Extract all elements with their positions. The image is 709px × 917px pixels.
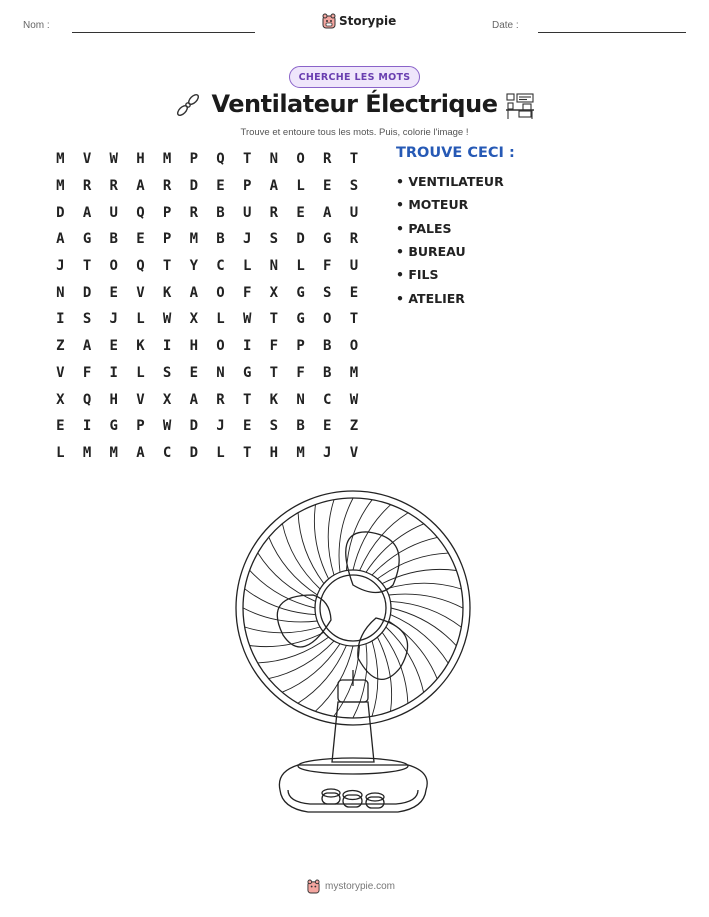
- grid-letter[interactable]: P: [189, 151, 198, 168]
- grid-letter[interactable]: L: [216, 311, 225, 328]
- name-line: [72, 32, 255, 33]
- fan-grille-spoke: [366, 524, 424, 573]
- grid-letter[interactable]: I: [242, 338, 252, 355]
- grid-letter[interactable]: N: [296, 391, 305, 408]
- grid-letter[interactable]: G: [242, 364, 252, 381]
- fan-grille-spoke: [282, 524, 320, 589]
- grid-letter[interactable]: V: [136, 391, 145, 408]
- grid-letter[interactable]: E: [56, 418, 65, 435]
- fan-grille-spoke: [298, 645, 347, 703]
- grid-letter[interactable]: G: [296, 284, 305, 301]
- grid-letter[interactable]: I: [162, 338, 172, 355]
- grid-letter[interactable]: X: [269, 284, 279, 301]
- grid-letter[interactable]: E: [242, 418, 252, 435]
- grid-letter[interactable]: G: [296, 311, 305, 328]
- grid-letter[interactable]: H: [269, 444, 279, 461]
- grid-letter[interactable]: S: [269, 231, 279, 248]
- grid-letter[interactable]: B: [109, 231, 118, 248]
- grid-letter[interactable]: U: [349, 258, 359, 275]
- grid-letter[interactable]: E: [189, 364, 198, 381]
- grid-letter[interactable]: I: [109, 364, 118, 381]
- grid-letter[interactable]: M: [162, 151, 172, 168]
- grid-letter[interactable]: K: [162, 284, 172, 301]
- grid-letter[interactable]: R: [349, 231, 359, 248]
- grid-letter[interactable]: Q: [82, 391, 92, 408]
- grid-letter[interactable]: T: [269, 364, 279, 381]
- fan-grille-spoke: [382, 632, 408, 703]
- fan-grille-spoke: [282, 644, 340, 693]
- grid-letter[interactable]: O: [296, 151, 305, 168]
- grid-letter[interactable]: A: [82, 204, 92, 221]
- fan-grille-spoke: [360, 513, 409, 571]
- grid-letter[interactable]: O: [323, 311, 332, 328]
- activity-badge: CHERCHE LES MOTS: [289, 66, 420, 88]
- fan-grille-spoke: [346, 500, 372, 571]
- grid-letter[interactable]: E: [349, 284, 359, 301]
- footer-url: mystorypie.com: [325, 881, 396, 892]
- grid-letter[interactable]: U: [109, 204, 118, 221]
- fan-grille-spoke: [389, 594, 463, 608]
- grid-letter[interactable]: M: [349, 364, 359, 381]
- grid-letter[interactable]: M: [189, 231, 198, 248]
- grid-letter[interactable]: M: [296, 444, 305, 461]
- grid-letter[interactable]: V: [82, 151, 92, 168]
- grid-letter[interactable]: T: [242, 391, 252, 408]
- grid-letter[interactable]: J: [109, 311, 118, 328]
- grid-letter[interactable]: N: [269, 151, 279, 168]
- grid-letter[interactable]: A: [269, 178, 279, 195]
- grid-letter[interactable]: Y: [189, 258, 198, 275]
- grid-letter[interactable]: I: [82, 418, 92, 435]
- date-label: Date :: [492, 20, 519, 31]
- grid-letter[interactable]: N: [56, 284, 65, 301]
- grid-letter[interactable]: K: [136, 338, 145, 355]
- grid-letter[interactable]: M: [82, 444, 92, 461]
- grid-letter[interactable]: O: [216, 338, 225, 355]
- grid-letter[interactable]: J: [323, 444, 332, 461]
- storypie-logo-icon: [322, 13, 336, 29]
- grid-letter[interactable]: Z: [56, 338, 65, 355]
- grid-letter[interactable]: F: [323, 258, 332, 275]
- word-list-title: TROUVE CECI :: [396, 145, 515, 161]
- grid-letter[interactable]: N: [216, 364, 225, 381]
- grid-letter[interactable]: H: [109, 391, 118, 408]
- grid-letter[interactable]: L: [136, 364, 145, 381]
- grid-letter[interactable]: D: [296, 231, 305, 248]
- grid-letter[interactable]: E: [296, 204, 305, 221]
- grid-letter[interactable]: B: [323, 364, 332, 381]
- instructions: Trouve et entoure tous les mots. Puis, colorie l'image !: [240, 127, 469, 138]
- grid-letter[interactable]: P: [162, 204, 172, 221]
- grid-letter[interactable]: T: [349, 151, 359, 168]
- grid-letter[interactable]: T: [82, 258, 92, 275]
- grid-letter[interactable]: E: [136, 231, 145, 248]
- grid-letter[interactable]: B: [216, 204, 225, 221]
- word-list: [396, 170, 504, 310]
- grid-letter[interactable]: C: [162, 444, 172, 461]
- grid-letter[interactable]: R: [189, 204, 198, 221]
- electric-fan-illustration: [228, 490, 478, 830]
- brand-logo: [322, 13, 396, 29]
- fan-grille-spoke: [328, 500, 334, 575]
- grid-letter[interactable]: G: [109, 418, 118, 435]
- grid-letter[interactable]: M: [56, 151, 65, 168]
- grid-letter[interactable]: A: [136, 444, 145, 461]
- fan-grille-spoke: [382, 569, 456, 583]
- grid-letter[interactable]: D: [189, 178, 198, 195]
- grid-letter[interactable]: X: [162, 391, 172, 408]
- fan-grille-spoke: [258, 637, 329, 663]
- grid-letter[interactable]: L: [56, 444, 65, 461]
- grid-letter[interactable]: T: [162, 258, 172, 275]
- grid-letter[interactable]: T: [349, 311, 359, 328]
- grid-letter[interactable]: D: [189, 444, 198, 461]
- fan-grille-spoke: [245, 627, 320, 633]
- grid-letter[interactable]: J: [216, 418, 225, 435]
- grid-letter[interactable]: Q: [136, 258, 145, 275]
- fan-grille-spoke: [258, 553, 316, 602]
- grid-letter[interactable]: T: [242, 444, 252, 461]
- grid-letter[interactable]: A: [189, 284, 198, 301]
- fan-grille-spoke: [243, 608, 317, 622]
- word-list-item: • VENTILATEUR: [396, 174, 504, 190]
- grid-letter[interactable]: U: [349, 204, 359, 221]
- grid-letter[interactable]: G: [82, 231, 92, 248]
- page-title: Ventilateur Électrique: [211, 90, 498, 118]
- grid-letter[interactable]: W: [242, 311, 252, 328]
- word-list-item: • FILS: [396, 267, 439, 283]
- grid-letter[interactable]: F: [296, 364, 305, 381]
- grid-letter[interactable]: R: [162, 178, 172, 195]
- fan-grille-spoke: [390, 601, 461, 627]
- grid-letter[interactable]: E: [323, 178, 332, 195]
- grid-letter[interactable]: O: [349, 338, 359, 355]
- fan-grille-spoke: [377, 637, 391, 711]
- fan-grille-spoke: [269, 537, 318, 595]
- fan-grille-spoke: [386, 583, 461, 589]
- grid-letter[interactable]: H: [136, 151, 145, 168]
- grid-letter[interactable]: V: [136, 284, 145, 301]
- grid-letter[interactable]: D: [56, 204, 65, 221]
- word-list-item: • BUREAU: [396, 244, 466, 260]
- fan-grille-spoke: [389, 621, 438, 679]
- grid-letter[interactable]: E: [216, 178, 225, 195]
- footer: [307, 879, 395, 894]
- fan-grille-spoke: [372, 537, 437, 575]
- grid-letter[interactable]: Z: [349, 418, 359, 435]
- grid-letter[interactable]: W: [109, 151, 118, 168]
- grid-letter[interactable]: O: [216, 284, 225, 301]
- grid-letter[interactable]: A: [189, 391, 198, 408]
- grid-letter[interactable]: T: [269, 311, 279, 328]
- grid-letter[interactable]: R: [216, 391, 225, 408]
- word-search-grid: [47, 146, 367, 466]
- grid-letter[interactable]: P: [242, 178, 252, 195]
- grid-letter[interactable]: D: [189, 418, 198, 435]
- grid-letter[interactable]: J: [242, 231, 252, 248]
- fan-grille-spoke: [353, 644, 367, 718]
- grid-letter[interactable]: V: [56, 364, 65, 381]
- grid-letter[interactable]: S: [349, 178, 359, 195]
- grid-letter[interactable]: I: [56, 311, 65, 328]
- grid-letter[interactable]: L: [242, 258, 252, 275]
- fan-grille-spoke: [377, 553, 448, 579]
- grid-letter[interactable]: O: [109, 258, 118, 275]
- grid-letter[interactable]: K: [269, 391, 279, 408]
- grid-letter[interactable]: E: [109, 338, 118, 355]
- grid-letter[interactable]: R: [109, 178, 118, 195]
- grid-letter[interactable]: P: [296, 338, 305, 355]
- word-list-item: • ATELIER: [396, 290, 465, 306]
- grid-letter[interactable]: X: [56, 391, 65, 408]
- grid-letter[interactable]: P: [136, 418, 145, 435]
- storypie-logo-icon: [307, 879, 320, 894]
- workshop-desk-icon: [505, 92, 535, 120]
- fan-grille-spoke: [314, 505, 328, 579]
- grid-letter[interactable]: M: [56, 178, 65, 195]
- grid-letter[interactable]: B: [216, 231, 225, 248]
- grid-letter[interactable]: Q: [216, 151, 225, 168]
- grid-letter[interactable]: F: [242, 284, 252, 301]
- grid-letter[interactable]: N: [269, 258, 279, 275]
- grid-letter[interactable]: W: [162, 418, 172, 435]
- grid-letter[interactable]: E: [109, 284, 118, 301]
- date-line: [538, 32, 686, 33]
- grid-letter[interactable]: L: [216, 444, 225, 461]
- grid-letter[interactable]: T: [242, 151, 252, 168]
- grid-letter[interactable]: V: [349, 444, 359, 461]
- grid-letter[interactable]: D: [82, 284, 92, 301]
- grid-letter[interactable]: P: [162, 231, 172, 248]
- fan-grille-spoke: [391, 608, 456, 646]
- grid-letter[interactable]: L: [296, 258, 305, 275]
- grid-letter[interactable]: H: [189, 338, 198, 355]
- grid-letter[interactable]: S: [162, 364, 172, 381]
- grid-letter[interactable]: W: [162, 311, 172, 328]
- grid-letter[interactable]: L: [296, 178, 305, 195]
- grid-letter[interactable]: R: [323, 151, 332, 168]
- grid-letter[interactable]: E: [323, 418, 332, 435]
- grid-letter[interactable]: F: [269, 338, 279, 355]
- grid-letter[interactable]: M: [109, 444, 118, 461]
- grid-letter[interactable]: C: [323, 391, 332, 408]
- grid-letter[interactable]: S: [323, 284, 332, 301]
- grid-letter[interactable]: U: [242, 204, 252, 221]
- brand-name: Storypie: [339, 14, 397, 28]
- grid-letter[interactable]: R: [269, 204, 279, 221]
- grid-letter[interactable]: B: [323, 338, 332, 355]
- grid-letter[interactable]: B: [296, 418, 305, 435]
- word-list-item: • MOTEUR: [396, 197, 469, 213]
- word-list-item: • PALES: [396, 220, 452, 236]
- grid-letter[interactable]: A: [82, 338, 92, 355]
- fan-grille-spoke: [390, 615, 448, 664]
- grid-letter[interactable]: J: [56, 258, 65, 275]
- fan-grille-spoke: [298, 513, 324, 584]
- grid-letter[interactable]: G: [323, 231, 332, 248]
- grid-letter[interactable]: S: [269, 418, 279, 435]
- grid-letter[interactable]: C: [216, 258, 225, 275]
- grid-letter[interactable]: F: [82, 364, 92, 381]
- grid-letter[interactable]: A: [56, 231, 65, 248]
- name-label: Nom :: [23, 20, 50, 31]
- grid-letter[interactable]: A: [323, 204, 332, 221]
- grid-letter[interactable]: R: [82, 178, 92, 195]
- fan-grille-spoke: [245, 589, 316, 615]
- grid-letter[interactable]: A: [136, 178, 145, 195]
- grid-letter[interactable]: X: [189, 311, 198, 328]
- grid-letter[interactable]: L: [136, 311, 145, 328]
- grid-letter[interactable]: W: [349, 391, 359, 408]
- grid-letter[interactable]: Q: [136, 204, 145, 221]
- grid-letter[interactable]: S: [82, 311, 92, 328]
